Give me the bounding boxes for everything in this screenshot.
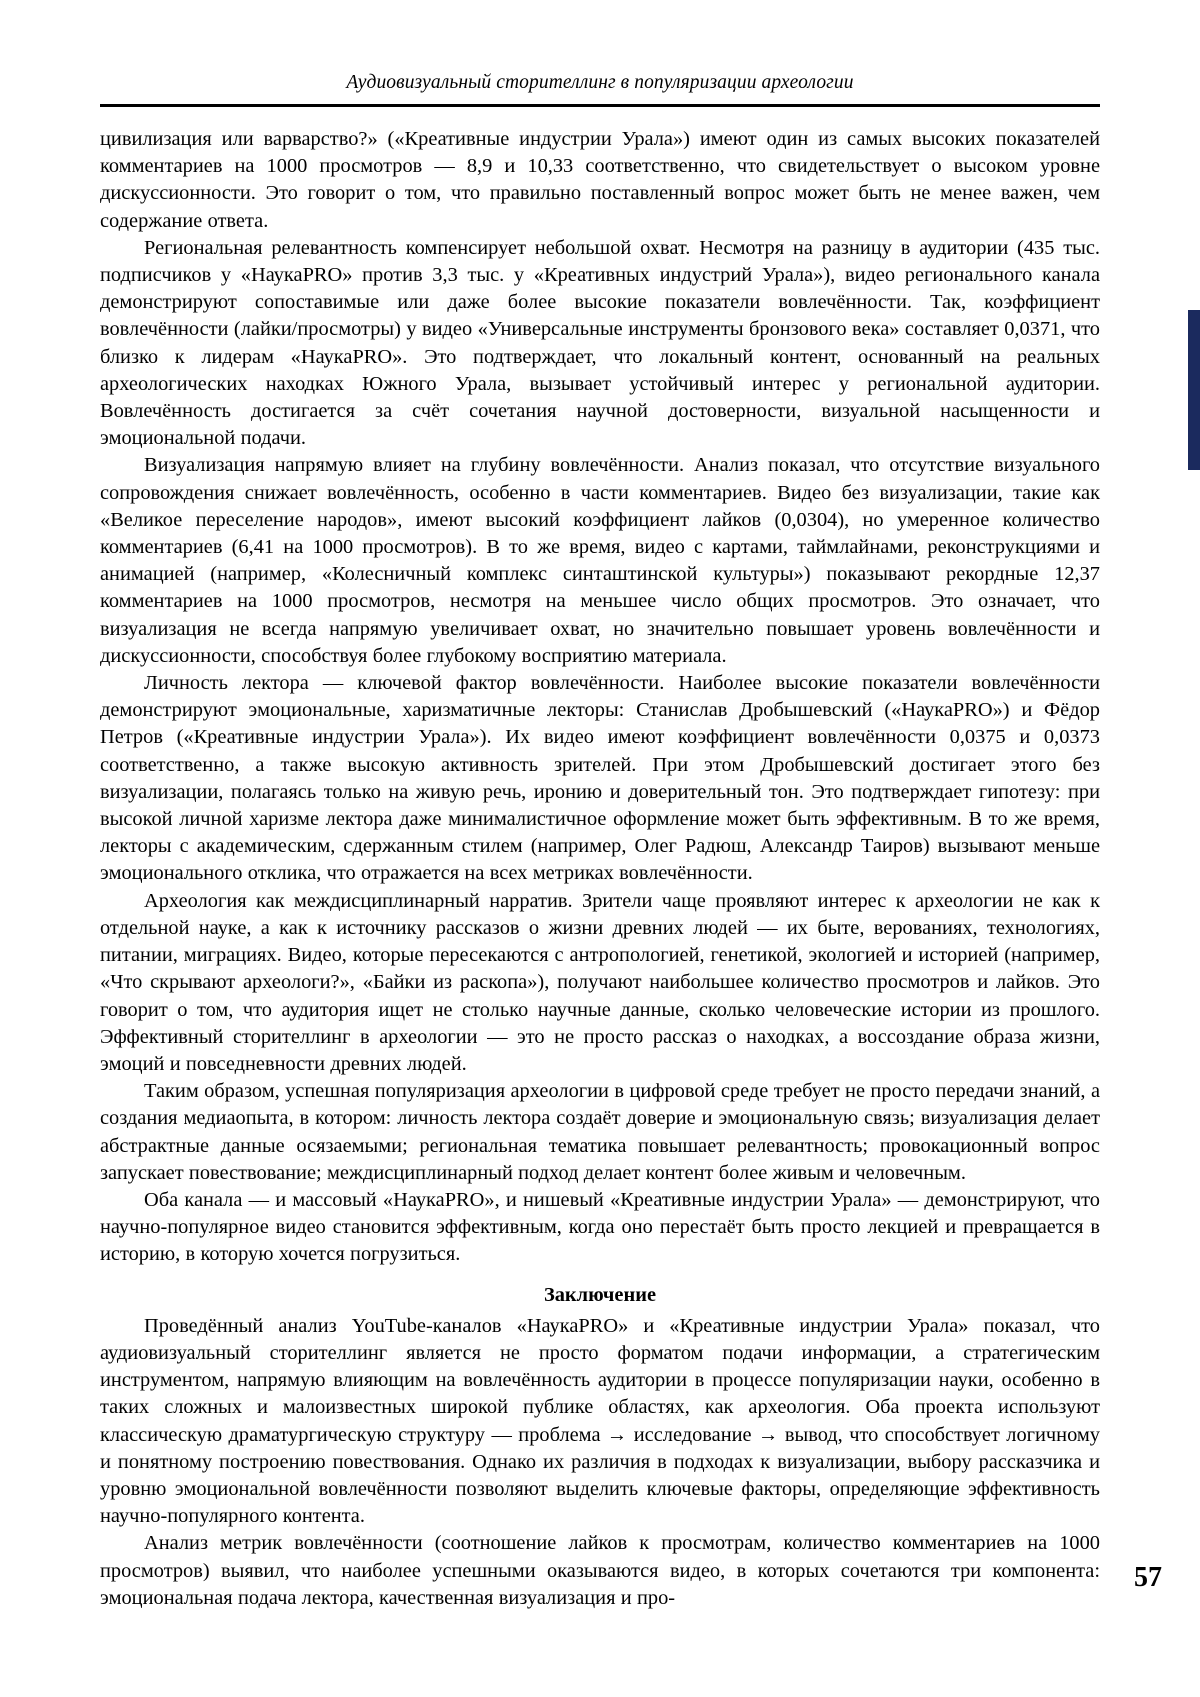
page-number: 57	[1134, 1562, 1162, 1593]
paragraph: цивилизация или варварство?» («Креативные индустрии Урала») имеют один из самых высоких показателей комментариев на 1000 просмотров — 8,9 и 10,33 соответственно, что свидетельствует о высоком уровне дискуссионности. Это говорит о том, что правильно поставленный вопрос может быть не менее важен, чем содержание ответа.	[100, 128, 1100, 232]
body-text	[100, 126, 1100, 1612]
paragraph: Личность лектора — ключевой фактор вовлечённости. Наиболее высокие показатели вовлечённости демонстрируют эмоциональные, харизматичные лекторы: Станислав Дробышевский («НаукаPRO») и Фёдор Петров («Креативные индустрии Урала»). Их видео имеют коэффициент вовлечённости 0,0375 и 0,0373 соответственно, а также высокую активность зрителей. При этом Дробышевский достигает этого без визуализации, полагаясь только на живую речь, иронию и доверительный тон. Это подтверждает гипотезу: при высокой личной харизме лектора даже минималистичное оформление может быть эффективным. В то же время, лекторы с академическим, сдержанным стилем (например, Олег Радюш, Александр Таиров) вызывают меньше эмоционального отклика, что отражается на всех метриках вовлечённости.	[100, 672, 1100, 885]
header-rule	[100, 104, 1100, 107]
paragraph: Визуализация напрямую влияет на глубину вовлечённости. Анализ показал, что отсутствие визуального сопровождения снижает вовлечённость, особенно в части комментариев. Видео без визуализации, такие как «Великое переселение народов», имеют высокий коэффициент лайков (0,0304), но умеренное количество комментариев (6,41 на 1000 просмотров). В то же время, видео с картами, таймлайнами, реконструкциями и анимацией (например, «Колесничный комплекс синташтинской культуры») показывают рекордные 12,37 комментариев на 1000 просмотров, несмотря на меньшее число общих просмотров. Это означает, что визуализация не всегда напрямую увеличивает охват, но значительно повышает уровень вовлечённости и дискуссионности, способствуя более глубокому восприятию материала.	[100, 454, 1100, 667]
paragraph: Оба канала — и массовый «НаукаPRO», и нишевый «Креативные индустрии Урала» — демонстрируют, что научно-популярное видео становится эффективным, когда оно перестаёт быть просто лекцией и превращается в историю, в которую хочется погрузиться.	[100, 1188, 1100, 1266]
section-heading: Заключение	[543, 1283, 657, 1306]
paragraph: Анализ метрик вовлечённости (соотношение лайков к просмотрам, количество комментариев на 1000 просмотров) выявил, что наиболее успешными оказываются видео, в которых сочетаются три компонента: эмоциональная подача лектора, качественная визуализация и про-	[100, 1532, 1100, 1609]
paragraph: Проведённый анализ YouTube-каналов «НаукаPRO» и «Креативные индустрии Урала» показал, что аудиовизуальный сторителлинг является не просто форматом подачи информации, а стратегическим инструментом, напрямую влияющим на вовлечённость аудитории в процессе популяризации науки, особенно в таких сложных и малоизвестных широкой публике областях, как археология. Оба проекта используют классическую драматургическую структуру — проблема → исследование → вывод, что способствует логичному и понятному построению повествования. Однако их различия в подходах к визуализации, выбору рассказчика и уровню эмоциональной вовлечённости позволяют выделить ключевые факторы, определяющие эффективность научно-популярного контента.	[100, 1314, 1100, 1528]
page-edge-marker	[1188, 310, 1200, 470]
paragraph: Региональная релевантность компенсирует небольшой охват. Несмотря на разницу в аудитории (435 тыс. подписчиков у «НаукаPRO» против 3,3 тыс. у «Креативных индустрий Урала»), видео регионального канала демонстрируют сопоставимые или даже более высокие показатели вовлечённости. Так, коэффициент вовлечённости (лайки/просмотры) у видео «Универсальные инструменты бронзового века» составляет 0,0371, что близко к лидерам «НаукаPRO». Это подтверждает, что локальный контент, основанный на реальных археологических находках Южного Урала, вызывает устойчивый интерес у региональной аудитории. Вовлечённость достигается за счёт сочетания научной достоверности, визуальной насыщенности и эмоциональной подачи.	[100, 236, 1100, 450]
paragraph: Таким образом, успешная популяризация археологии в цифровой среде требует не просто передачи знаний, а создания медиаопыта, в котором: личность лектора создаёт доверие и эмоциональную связь; визуализация делает абстрактные данные осязаемыми; региональная тематика повышает релевантность; провокационный вопрос запускает повествование; междисциплинарный подход делает контент более живым и человечным.	[100, 1080, 1100, 1184]
paragraph: Археология как междисциплинарный нарратив. Зрители чаще проявляют интерес к археологии не как к отдельной науке, а как к источнику рассказов о жизни древних людей — их быте, верованиях, технологиях, питании, миграциях. Видео, которые пересекаются с антропологией, генетикой, экологией и историей (например, «Что скрывают археологи?», «Байки из раскопа»), получают наибольшее количество просмотров и лайков. Это говорит о том, что аудитория ищет не столько научные данные, сколько человеческие истории из прошлого. Эффективный сторителлинг в археологии — это не просто рассказ о находках, а воссоздание образа жизни, эмоций и повседневности древних людей.	[100, 889, 1100, 1075]
running-head: Аудиовизуальный сторителлинг в популяризации археологии	[346, 72, 854, 93]
